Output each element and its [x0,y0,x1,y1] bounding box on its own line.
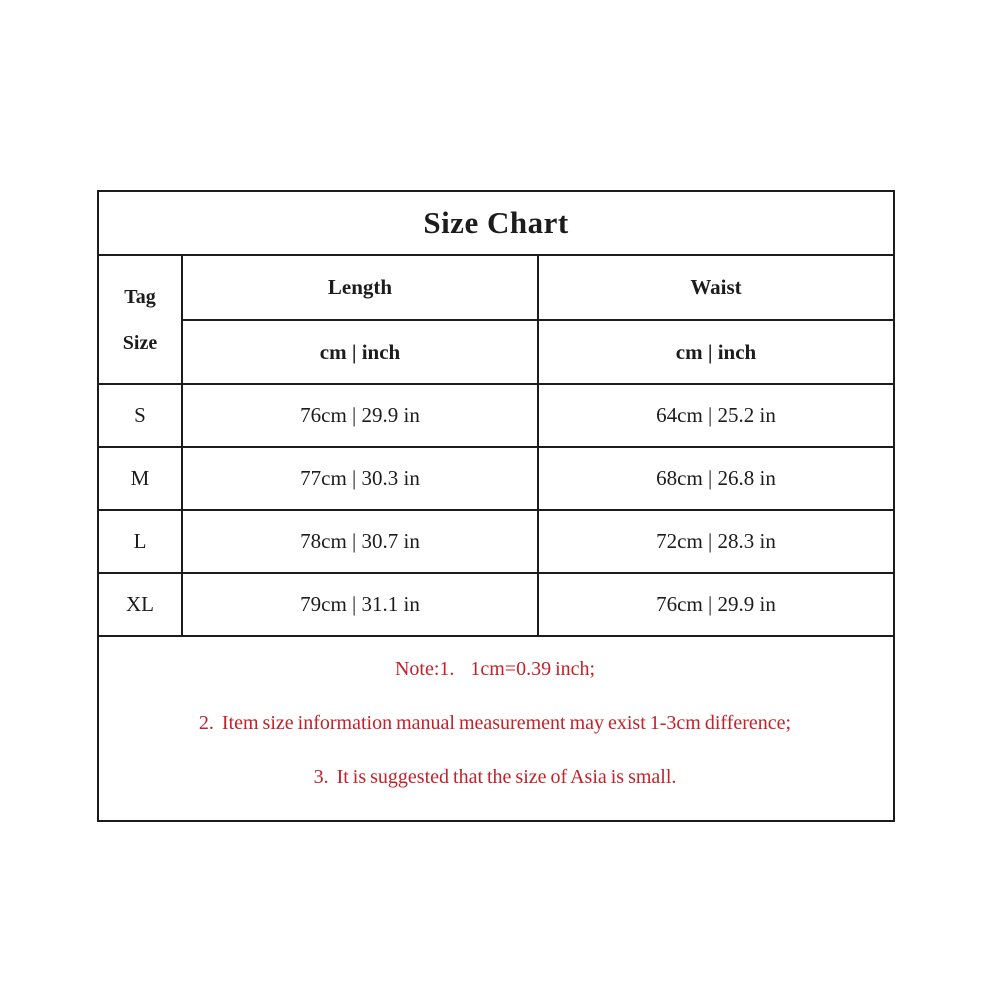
title-cell [98,191,894,255]
size-chart-table [97,190,895,822]
waist-unit-cell: cm | inch [538,320,894,384]
table-row-l [98,510,894,573]
table-row-xl [98,573,894,636]
unit-header-row [98,320,894,384]
notes-row [98,636,894,821]
table-row-m [98,447,894,510]
size-label-m: M [98,447,182,510]
tag-size-header-line1: Tag [124,285,156,308]
waist-value-s: 64cm | 25.2 in [538,384,894,447]
size-label-s: S [98,384,182,447]
waist-header-cell: Waist [538,255,894,320]
length-value-xl: 79cm | 31.1 in [182,573,538,636]
size-chart-title: Size Chart [423,205,569,240]
length-header-cell: Length [182,255,538,320]
length-unit-cell: cm | inch [182,320,538,384]
note-line-2: 2. Item size information manual measurement may exist 1-3cm difference; [198,712,792,734]
table-row-s [98,384,894,447]
length-value-m: 77cm | 30.3 in [182,447,538,510]
waist-value-m: 68cm | 26.8 in [538,447,894,510]
waist-value-xl: 76cm | 29.9 in [538,573,894,636]
title-row [98,191,894,255]
note-line-3: 3. It is suggested that the size of Asia is small. [313,766,677,788]
tag-size-header-line2: Size [122,331,158,354]
length-value-l: 78cm | 30.7 in [182,510,538,573]
size-label-l: L [98,510,182,573]
column-header-row [98,255,894,320]
note-line-1: Note:1. 1cm=0.39 inch; [394,658,596,680]
length-value-s: 76cm | 29.9 in [182,384,538,447]
waist-value-l: 72cm | 28.3 in [538,510,894,573]
tag-size-header-cell [98,255,182,384]
notes-cell [98,636,894,821]
size-label-xl: XL [98,573,182,636]
